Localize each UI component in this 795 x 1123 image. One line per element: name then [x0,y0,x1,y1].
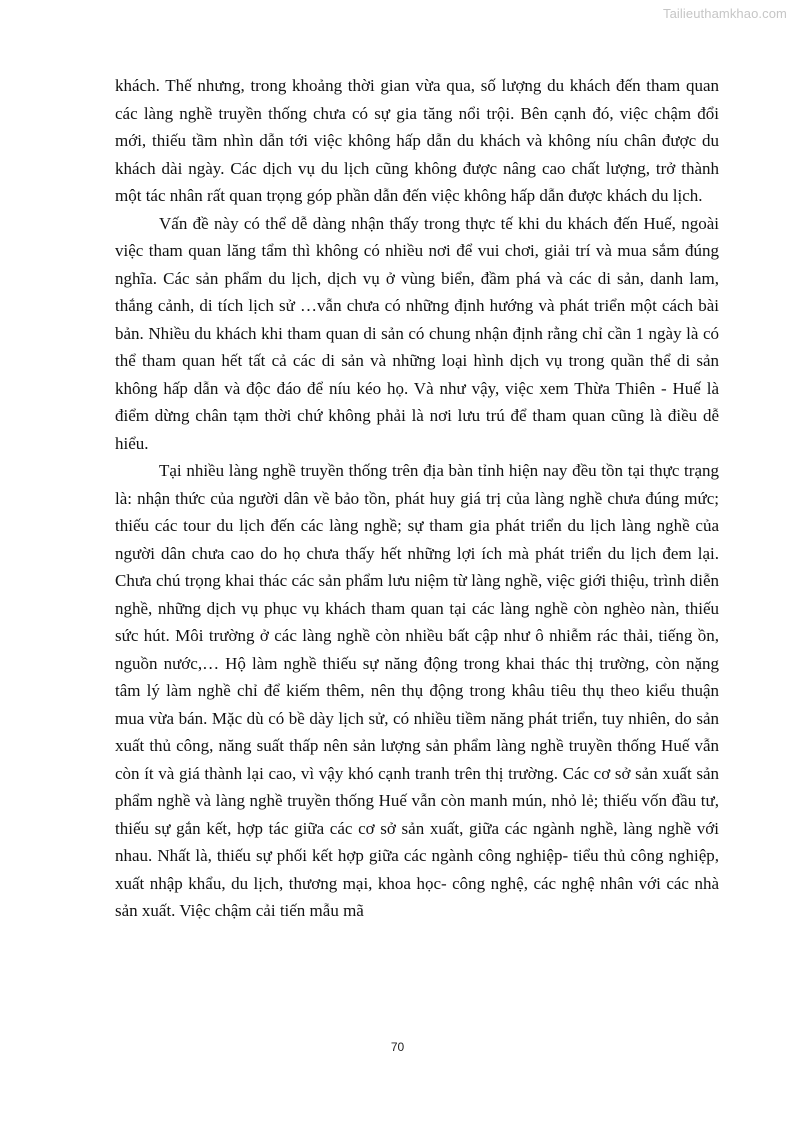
paragraph-1: khách. Thế nhưng, trong khoảng thời gian vừa qua, số lượng du khách đến tham quan các làng nghề truyền thống chưa có sự gia tăng nổi trội. Bên cạnh đó, việc chậm đổi mới, thiếu tầm nhìn dẫn tới việc không hấp dẫn du khách và không níu chân được du khách dài ngày. Các dịch vụ du lịch cũng không được nâng cao chất lượng, trở thành một tác nhân rất quan trọng góp phần dẫn đến việc không hấp dẫn được khách du lịch. [115,76,719,205]
page-number: 70 [390,1040,405,1054]
paragraph-3: Tại nhiều làng nghề truyền thống trên địa bàn tỉnh hiện nay đều tồn tại thực trạng là: nhận thức của người dân về bảo tồn, phát huy giá trị của làng nghề chưa đúng mức; thiếu các tour du lịch đến các làng nghề; sự tham gia phát triển du lịch làng nghề của người dân chưa cao do họ chưa thấy hết những lợi ích mà phát triển du lịch đem lại. Chưa chú trọng khai thác các sản phẩm lưu niệm từ làng nghề, việc giới thiệu, trình diễn nghề, những dịch vụ phục vụ khách tham quan tại các làng nghề còn nghèo nàn, thiếu sức hút. Môi trường ở các làng nghề còn nhiều bất cập như ô nhiễm rác thải, tiếng ồn, nguồn nước,… Hộ làm nghề thiếu sự năng động trong khai thác thị trường, còn nặng tâm lý làm nghề chỉ để kiếm thêm, nên thụ động trong khâu tiêu thụ theo kiểu thuận mua vừa bán. Mặc dù có bề dày lịch sử, có nhiều tiềm năng phát triển, tuy nhiên, do sản xuất thủ công, năng suất thấp nên sản lượng sản phẩm làng nghề truyền thống Huế vẫn còn ít và giá thành lại cao, vì vậy khó cạnh tranh trên thị trường. Các cơ sở sản xuất sản phẩm nghề và làng nghề truyền thống Huế vẫn còn manh mún, nhỏ lẻ; thiếu vốn đầu tư, thiếu sự gắn kết, hợp tác giữa các cơ sở sản xuất, giữa các ngành nghề, làng nghề với nhau. Nhất là, thiếu sự phối kết hợp giữa các ngành công nghiệp- tiểu thủ công nghiệp, xuất nhập khẩu, du lịch, thương mại, khoa học- công nghệ, các nghệ nhân với các nhà sản xuất. Việc chậm cải tiến mẫu mã [115,461,719,920]
document-body [115,72,719,925]
paragraph-2: Vấn đề này có thể dễ dàng nhận thấy trong thực tế khi du khách đến Huế, ngoài việc tham quan lăng tẩm thì không có nhiều nơi để vui chơi, giải trí và mua sắm đúng nghĩa. Các sản phẩm du lịch, dịch vụ ở vùng biển, đầm phá và các di sản, danh lam, thắng cảnh, di tích lịch sử …vẫn chưa có những định hướng và phát triển một cách bài bản. Nhiều du khách khi tham quan di sản có chung nhận định rằng chỉ cần 1 ngày là có thể tham quan hết tất cả các di sản và những loại hình dịch vụ trong quần thể di sản không hấp dẫn và độc đáo để níu kéo họ. Và như vậy, việc xem Thừa Thiên - Huế là điểm dừng chân tạm thời chứ không phải là nơi lưu trú để tham quan cũng là điều dễ hiểu. [115,213,719,453]
watermark-text: Tailieuthamkhao.com [662,6,787,21]
